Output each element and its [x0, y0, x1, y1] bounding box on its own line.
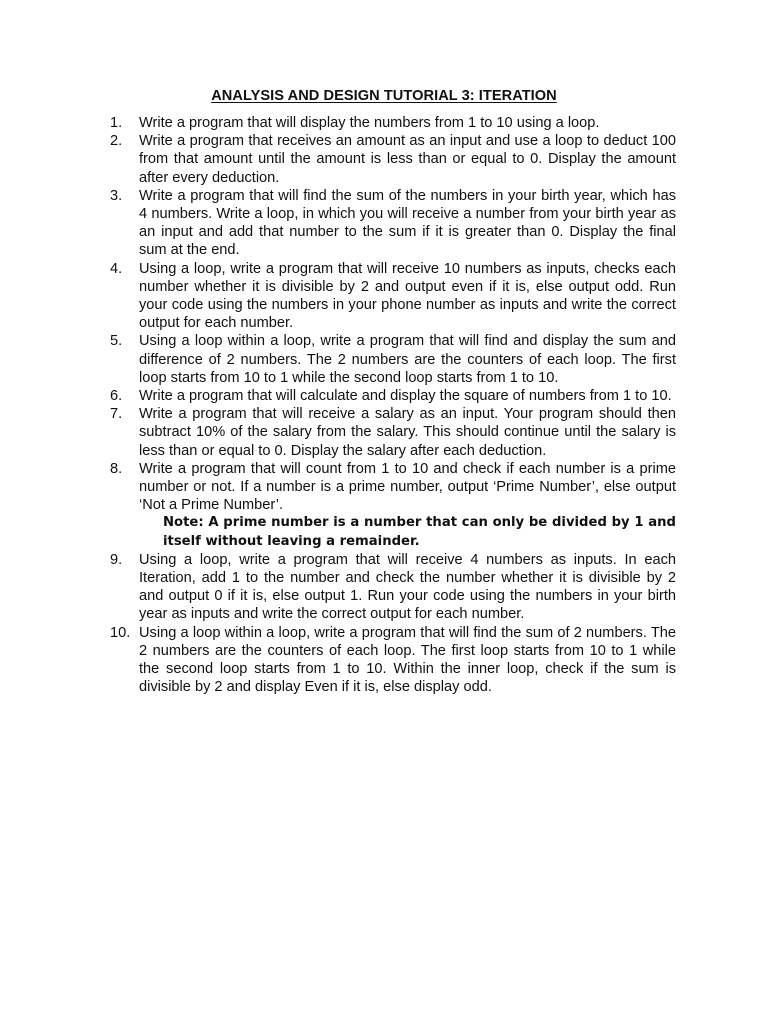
item-text: Write a program that will receive a salary as an input. Your program should then subtract 10% of the salary from the salary. This should continue until the salary is less than or equal to 0. Display the salary after each deduction. — [139, 406, 676, 459]
list-item — [110, 114, 676, 132]
item-number: 4. — [110, 260, 123, 277]
item-number: 2. — [110, 133, 123, 150]
item-text: Write a program that receives an amount as an input and use a loop to deduct 100 from that amount until the amount is less than or equal to 0. Display the amount after every deduction. — [139, 133, 676, 186]
list-item — [110, 260, 676, 333]
item-number: 1. — [110, 115, 123, 131]
document-title: ANALYSIS AND DESIGN TUTORIAL 3: ITERATION — [211, 88, 557, 104]
exercise-list — [110, 114, 676, 697]
prime-number-note: Note: A prime number is a number that can only be divided by 1 and itself without leaving a remainder. — [163, 515, 676, 549]
list-item — [110, 187, 676, 260]
list-item — [110, 332, 676, 387]
item-text: Using a loop, write a program that will receive 4 numbers as inputs. In each Iteration, add 1 to the number and check the number whether it is divisible by 2 and output 0 if it is, else output 1. Run your code using the numbers in your birth year as inputs and write the correct output for each number. — [139, 551, 676, 623]
item-number: 10. — [110, 624, 131, 641]
item-number: 8. — [110, 460, 123, 477]
item-text: Using a loop within a loop, write a program that will find and display the sum and difference of 2 numbers. The 2 numbers are the counters of each loop. The first loop starts from 10 to 1 while the second loop starts from 1 to 10. — [139, 333, 676, 386]
list-item — [110, 387, 676, 405]
item-text: Write a program that will find the sum of the numbers in your birth year, which has 4 numbers. Write a loop, in which you will receive a number from your birth year as an input and add that number to the sum if it is greater than 0. Display the final sum at the end. — [139, 187, 676, 259]
item-text: Write a program that will calculate and display the square of numbers from 1 to 10. — [139, 388, 672, 405]
list-item — [110, 132, 676, 187]
item-number: 3. — [110, 187, 123, 204]
item-text: Write a program that will count from 1 to 10 and check if each number is a prime number or not. If a number is a prime number, output ‘Prime Number’, else output ‘Not a Prime Number’. — [139, 460, 676, 514]
list-item — [110, 551, 676, 624]
list-item — [110, 624, 676, 697]
item-number: 6. — [110, 388, 123, 405]
list-item — [110, 405, 676, 460]
item-number: 5. — [110, 333, 123, 350]
item-text: Using a loop within a loop, write a program that will find the sum of 2 numbers. The 2 numbers are the counters of each loop. The first loop starts from 10 to 1 while the second loop starts from 1 to 10. Within the inner loop, check if the sum is divisible by 2 and display Even if it is, else display odd. — [139, 624, 676, 696]
item-number: 9. — [110, 551, 123, 568]
item-text: Using a loop, write a program that will receive 10 numbers as inputs, checks each number whether it is divisible by 2 and output even if it is, else output odd. Run your code using the numbers in your phone number as inputs and write the correct output for each number. — [139, 260, 676, 332]
item-text: Write a program that will display the numbers from 1 to 10 using a loop. — [139, 115, 600, 131]
list-item — [110, 460, 676, 551]
item-number: 7. — [110, 406, 123, 423]
